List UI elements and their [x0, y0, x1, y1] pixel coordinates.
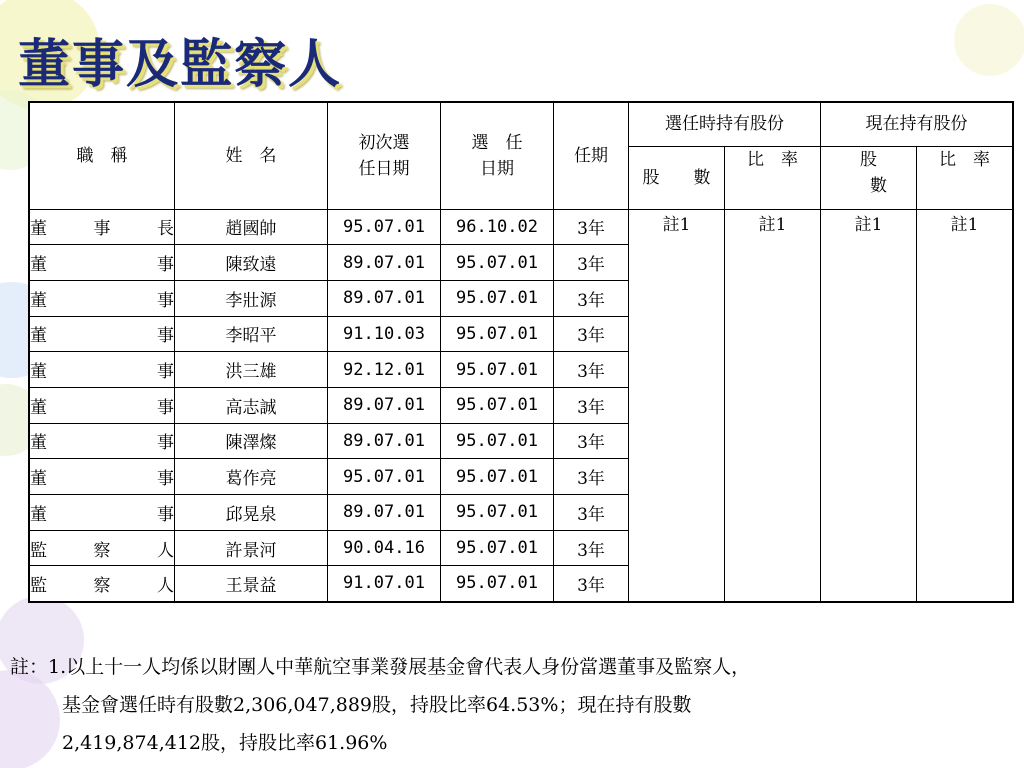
footnote-line-2: 基金會選任時有股數2,306,047,889股，持股比率64.53%；現在持有股數 — [62, 694, 692, 716]
elected-date-cell: 95.07.01 — [441, 387, 554, 423]
first-elected-cell: 89.07.01 — [328, 245, 441, 281]
term-cell: 3年 — [554, 495, 629, 531]
first-elected-cell: 89.07.01 — [328, 387, 441, 423]
header-election-shares — [629, 146, 725, 209]
elected-date-cell: 95.07.01 — [441, 495, 554, 531]
header-row-1 — [29, 102, 1013, 146]
position-char: 事 — [157, 326, 174, 347]
position-char: 董 — [30, 504, 47, 525]
header-term: 任期 — [554, 102, 629, 209]
position-cell — [29, 459, 175, 495]
position-char: 董 — [30, 362, 47, 383]
term-cell: 3年 — [554, 209, 629, 245]
position-cell — [29, 423, 175, 459]
header-elected-line2: 日期 — [480, 158, 514, 179]
position-char: 事 — [157, 362, 174, 383]
name-cell: 陳澤燦 — [175, 423, 328, 459]
position-char: 察 — [93, 575, 111, 596]
term-cell: 3年 — [554, 530, 629, 566]
elected-date-cell: 95.07.01 — [441, 352, 554, 388]
term-cell: 3年 — [554, 387, 629, 423]
first-elected-cell: 89.07.01 — [328, 495, 441, 531]
directors-table — [28, 101, 1014, 603]
position-cell — [29, 280, 175, 316]
current-shares-note: 註1 — [821, 209, 917, 602]
position-cell — [29, 245, 175, 281]
elected-date-cell: 95.07.01 — [441, 530, 554, 566]
position-cell — [29, 387, 175, 423]
header-current-shares-line1: 股 — [860, 149, 877, 170]
elected-date-cell: 95.07.01 — [441, 566, 554, 602]
position-char: 監 — [30, 540, 47, 561]
name-cell: 陳致遠 — [175, 245, 328, 281]
elected-date-cell: 95.07.01 — [441, 280, 554, 316]
elected-date-cell: 96.10.02 — [441, 209, 554, 245]
name-cell: 李壯源 — [175, 280, 328, 316]
footnote-line-1: 註：1.以上十一人均係以財團人中華航空事業發展基金會代表人身份當選董事及監察人， — [10, 656, 751, 678]
position-char: 董 — [30, 290, 47, 311]
term-cell: 3年 — [554, 245, 629, 281]
header-elected-line1: 選 任 — [471, 132, 523, 153]
first-elected-cell: 91.10.03 — [328, 316, 441, 352]
first-elected-cell: 95.07.01 — [328, 209, 441, 245]
position-char: 事 — [157, 397, 174, 418]
first-elected-cell: 91.07.01 — [328, 566, 441, 602]
position-cell — [29, 209, 175, 245]
header-election-ratio: 比 率 — [725, 146, 821, 209]
footnote — [10, 648, 750, 762]
position-char: 事 — [157, 504, 174, 525]
position-char: 董 — [30, 326, 47, 347]
position-char: 事 — [157, 433, 174, 454]
elected-date-cell: 95.07.01 — [441, 459, 554, 495]
name-cell: 王景益 — [175, 566, 328, 602]
position-char: 人 — [157, 575, 174, 596]
position-cell — [29, 352, 175, 388]
name-cell: 李昭平 — [175, 316, 328, 352]
term-cell: 3年 — [554, 352, 629, 388]
position-char: 人 — [157, 540, 174, 561]
position-char: 董 — [30, 433, 47, 454]
first-elected-cell: 95.07.01 — [328, 459, 441, 495]
position-char: 董 — [30, 469, 47, 490]
first-elected-cell: 89.07.01 — [328, 280, 441, 316]
header-name: 姓 名 — [175, 102, 328, 209]
first-elected-cell: 90.04.16 — [328, 530, 441, 566]
header-current-shares-line2: 數 — [870, 175, 887, 196]
header-shares-current: 現在持有股份 — [821, 102, 1014, 146]
elected-date-cell: 95.07.01 — [441, 245, 554, 281]
election-shares-note: 註1 — [629, 209, 725, 602]
position-cell — [29, 495, 175, 531]
name-cell: 邱晃泉 — [175, 495, 328, 531]
position-cell — [29, 566, 175, 602]
first-elected-cell: 89.07.01 — [328, 423, 441, 459]
header-first-elected-line1: 初次選 — [358, 132, 410, 153]
position-cell — [29, 530, 175, 566]
term-cell: 3年 — [554, 316, 629, 352]
name-cell: 許景河 — [175, 530, 328, 566]
page-title: 董事及監察人 — [18, 34, 343, 95]
position-char: 察 — [93, 540, 111, 561]
position-char: 事 — [157, 469, 174, 490]
header-elected-date — [441, 102, 554, 209]
current-ratio-note: 註1 — [917, 209, 1014, 602]
header-current-shares — [821, 146, 917, 209]
position-char: 董 — [30, 255, 47, 276]
elected-date-cell: 95.07.01 — [441, 423, 554, 459]
term-cell: 3年 — [554, 280, 629, 316]
position-char: 事 — [157, 255, 174, 276]
header-election-shares-label: 股 數 — [642, 167, 711, 188]
term-cell: 3年 — [554, 423, 629, 459]
position-cell — [29, 316, 175, 352]
header-shares-at-election: 選任時持有股份 — [629, 102, 821, 146]
name-cell: 趙國帥 — [175, 209, 328, 245]
position-char: 長 — [157, 219, 174, 240]
name-cell: 高志誠 — [175, 387, 328, 423]
term-cell: 3年 — [554, 459, 629, 495]
footnote-line-3: 2,419,874,412股，持股比率61.96% — [62, 732, 388, 754]
position-char: 董 — [30, 397, 47, 418]
position-char: 董 — [30, 219, 47, 240]
term-cell: 3年 — [554, 566, 629, 602]
position-char: 事 — [93, 219, 111, 240]
header-current-ratio: 比 率 — [917, 146, 1014, 209]
elected-date-cell: 95.07.01 — [441, 316, 554, 352]
name-cell: 洪三雄 — [175, 352, 328, 388]
position-char: 監 — [30, 575, 47, 596]
name-cell: 葛作亮 — [175, 459, 328, 495]
table-row — [29, 209, 1013, 245]
position-char: 事 — [157, 290, 174, 311]
election-ratio-note: 註1 — [725, 209, 821, 602]
first-elected-cell: 92.12.01 — [328, 352, 441, 388]
header-first-elected-line2: 任日期 — [358, 158, 410, 179]
header-position: 職 稱 — [29, 102, 175, 209]
header-first-elected — [328, 102, 441, 209]
